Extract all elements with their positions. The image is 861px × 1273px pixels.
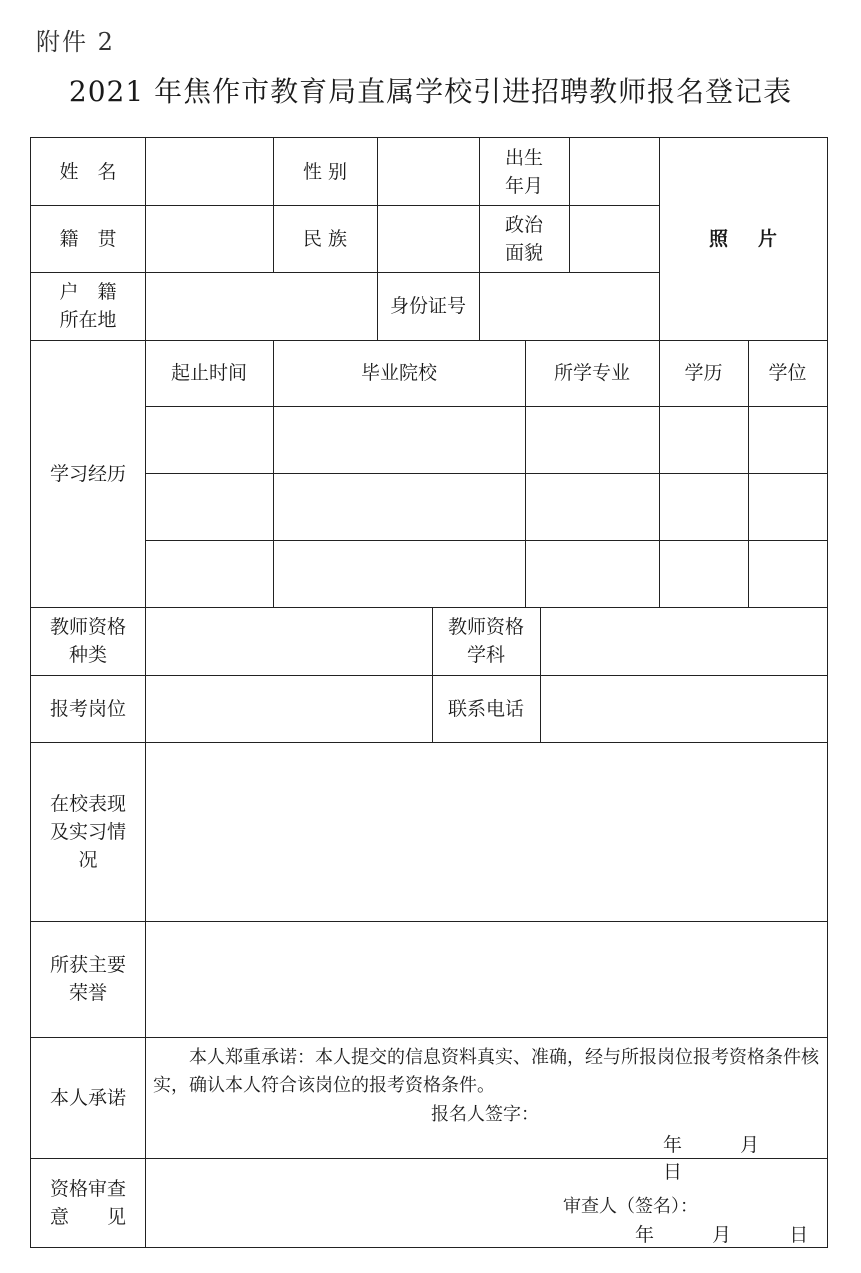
hukou-label-line: 户 籍 (59, 281, 117, 303)
education-header-school: 毕业院校 (360, 362, 437, 384)
date-year: 年 (663, 1134, 687, 1156)
apply-position-field[interactable] (145, 675, 432, 742)
pledge-date (663, 1130, 827, 1184)
honors-label-line: 所获主要 (49, 954, 126, 976)
review-label (31, 1158, 145, 1247)
teacher-cert-type-label (31, 607, 145, 675)
honors-label-line: 荣誉 (68, 982, 107, 1004)
teacher-cert-subject-label (432, 607, 540, 675)
political-status-label-line: 政治 (504, 213, 543, 236)
phone-field[interactable] (540, 675, 827, 742)
pledge-text: 本人郑重承诺：本人提交的信息资料真实、准确，经与所报岗位报考资格条件核实，确认本人符合该岗位的报考资格条件。 (153, 1047, 819, 1096)
review-date (635, 1220, 812, 1247)
birth-date-label (479, 138, 569, 205)
review-signature-label: 审查人（签名）： (563, 1196, 698, 1217)
honors-label (31, 921, 145, 1037)
teacher-cert-subject-field[interactable] (540, 607, 827, 675)
date-day: 日 (789, 1224, 813, 1246)
education-header-period: 起止时间 (170, 362, 247, 384)
hukou-label-line: 所在地 (59, 309, 117, 331)
grid-line (31, 1037, 827, 1038)
native-place-label: 籍 贯 (59, 227, 117, 250)
performance-field[interactable] (145, 742, 827, 921)
political-status-label-line: 面貌 (504, 241, 543, 264)
birth-date-field[interactable] (569, 138, 659, 205)
gender-label: 性 别 (302, 160, 348, 183)
performance-label-line: 况 (78, 848, 98, 871)
teacher-cert-type-label-line: 教师资格 (49, 616, 126, 638)
gender-field[interactable] (377, 138, 479, 205)
date-year: 年 (635, 1224, 659, 1246)
name-field[interactable] (145, 138, 273, 205)
native-place-field[interactable] (145, 205, 273, 272)
apply-position-label: 报考岗位 (49, 697, 126, 720)
photo-label: 照片 (708, 228, 807, 250)
education-header-degree: 学位 (768, 362, 807, 384)
birth-date-label-line: 出生 (504, 146, 543, 169)
education-row-1[interactable] (145, 406, 827, 473)
id-number-label: 身份证号 (389, 295, 466, 317)
political-status-field[interactable] (569, 205, 659, 272)
performance-label (31, 742, 145, 921)
form-title: 2021 年焦作市教育局直属学校引进招聘教师报名登记表 (68, 75, 793, 108)
hukou-label (31, 272, 145, 340)
education-header-major: 所学专业 (553, 362, 630, 384)
performance-label-line: 及实习情 (49, 820, 126, 843)
teacher-cert-subject-label-line: 教师资格 (447, 616, 524, 638)
birth-date-label-line: 年月 (504, 174, 543, 197)
date-day: 日 (663, 1161, 687, 1183)
performance-label-line: 在校表现 (49, 792, 126, 815)
attachment-label: 附件 2 (36, 28, 115, 56)
date-month: 月 (740, 1134, 764, 1156)
education-row-2[interactable] (145, 473, 827, 540)
date-month: 月 (712, 1224, 736, 1246)
phone-label: 联系电话 (447, 697, 524, 720)
name-label: 姓 名 (59, 160, 117, 183)
teacher-cert-type-label-line: 种类 (68, 644, 107, 666)
id-number-field[interactable] (479, 272, 659, 340)
review-label-line: 意 见 (49, 1205, 126, 1228)
pledge-label: 本人承诺 (49, 1086, 126, 1109)
teacher-cert-type-field[interactable] (145, 607, 432, 675)
pledge-signature-label: 报名人签字： (431, 1104, 539, 1125)
honors-field[interactable] (145, 921, 827, 1037)
education-header-degree-level: 学历 (684, 362, 723, 384)
ethnicity-label: 民 族 (302, 227, 348, 250)
education-row-3[interactable] (145, 540, 827, 607)
registration-form (30, 137, 828, 1248)
ethnicity-field[interactable] (377, 205, 479, 272)
photo-box[interactable] (659, 138, 827, 340)
political-status-label (479, 205, 569, 272)
education-label: 学习经历 (49, 462, 126, 485)
hukou-field[interactable] (145, 272, 377, 340)
teacher-cert-subject-label-line: 学科 (466, 644, 505, 666)
review-label-line: 资格审查 (49, 1177, 126, 1200)
